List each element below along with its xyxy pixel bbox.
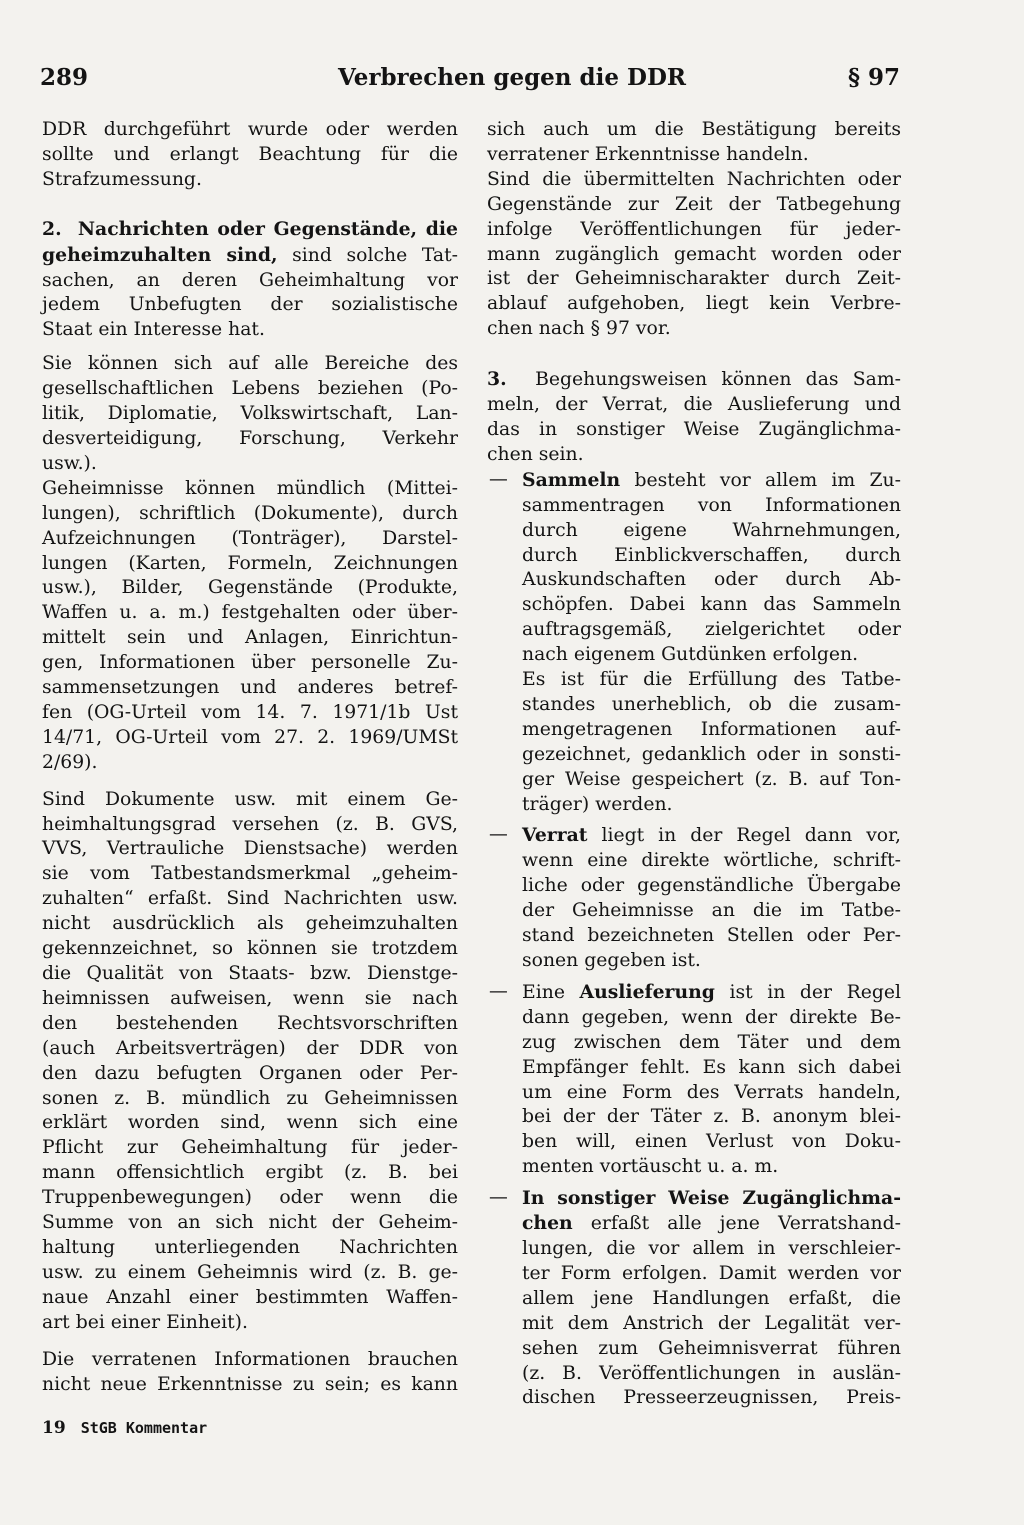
section-heading-cont: geheimzuhalten sind,	[42, 243, 278, 266]
text-fragment: liegt in der Regel dann vor,	[587, 825, 901, 847]
text-line: litik, Diplomatie, Volkswirtschaft, Lan-	[42, 403, 458, 425]
text-line: Truppenbewegungen) oder wenn die	[42, 1187, 458, 1209]
paragraph-secrets	[42, 477, 458, 776]
text-line: chen nach § 97 vor.	[487, 318, 671, 340]
paragraph-continuation	[42, 118, 458, 193]
text-line: lungen (Karten, Formeln, Zeichnungen	[42, 552, 458, 574]
dash-bullet: —	[489, 980, 508, 1002]
text-line: heimhaltungsgrad versehen (z. B. GVS,	[42, 813, 458, 835]
dash-bullet: —	[489, 824, 508, 846]
text-line: mittelt sein und Anlagen, Einrichtun-	[42, 627, 458, 649]
text-line: infolge Veröffentlichungen für jeder-	[487, 218, 901, 240]
text-line: standes unerheblich, ob die zusam-	[522, 693, 901, 715]
text-line: Gegenstände zur Zeit der Tatbegehung	[487, 193, 901, 215]
text-line: lungen, die vor allem in verschleier-	[522, 1237, 901, 1259]
text-line: durch eigene Wahrnehmungen,	[522, 519, 901, 541]
text-line: haltung unterliegenden Nachrichten	[42, 1236, 458, 1258]
page-number: 289	[40, 64, 89, 91]
section-heading-line	[42, 217, 458, 243]
text-line: Sind Dokumente usw. mit einem Ge-	[42, 788, 458, 810]
text-line: gen, Informationen über personelle Zu-	[42, 652, 458, 674]
text-line: Sie können sich auf alle Bereiche des	[42, 353, 458, 375]
section-heading: Nachrichten oder Gegenstände, die	[77, 217, 458, 240]
text-line	[522, 823, 901, 849]
text-fragment: besteht vor allem im Zu-	[620, 469, 901, 491]
text-line: (z. B. Veröffentlichungen in auslän-	[522, 1362, 901, 1384]
text-line: mengetragenen Informationen auf-	[522, 718, 901, 740]
text-line: gezeichnet, gedanklich oder in sonsti-	[522, 743, 901, 765]
paragraph-information	[42, 1348, 458, 1398]
text-line: um eine Form des Verrats handeln,	[522, 1081, 901, 1103]
text-line: den dazu befugten Organen oder Per-	[42, 1062, 458, 1084]
text-line: Summe von an sich nicht der Geheim-	[42, 1212, 458, 1234]
section-number: 2.	[42, 217, 62, 240]
paragraph-areas	[42, 352, 458, 477]
text-line: auftragsgemäß, zielgerichtet oder	[522, 619, 901, 641]
text-line: nicht neue Erkenntnisse zu sein; es kann	[42, 1373, 458, 1395]
text-fragment: ist in der Regel	[714, 981, 901, 1003]
text-fragment: Eine	[522, 981, 580, 1003]
text-line: zug zwischen dem Täter und dem	[522, 1031, 901, 1053]
section-symbol: § 97	[847, 64, 900, 91]
text-line: Pflicht zur Geheimhaltung für jeder-	[42, 1137, 458, 1159]
text-line: Sind die übermittelten Nachrichten oder	[487, 168, 901, 190]
text-line: Geheimnisse können mündlich (Mittei-	[42, 477, 458, 499]
text-line: jedem Unbefugten der sozialistische	[42, 294, 458, 316]
text-line: Die verratenen Informationen brauchen	[42, 1348, 458, 1370]
text-line: sonen z. B. mündlich zu Geheimnissen	[42, 1087, 458, 1109]
text-line: chen sein.	[487, 443, 584, 465]
text-line: wenn eine direkte wörtliche, schrift-	[522, 850, 901, 872]
text-line: gesellschaftlichen Lebens beziehen (Po-	[42, 378, 458, 400]
text-line: den bestehenden Rechtsvorschriften	[42, 1012, 458, 1034]
list-item-sonstige	[487, 1186, 901, 1411]
text-line: 2/69).	[42, 751, 98, 773]
running-head	[0, 64, 1024, 104]
signature-text: StGB Kommentar	[80, 1419, 208, 1437]
text-line: Aufzeichnungen (Tonträger), Darstel-	[42, 527, 458, 549]
text-line: sollte und erlangt Beachtung für die	[42, 143, 458, 165]
text-line: art bei einer Einheit).	[42, 1311, 248, 1333]
text-line: ablauf aufgehoben, liegt kein Verbre-	[487, 293, 901, 315]
text-line: gekennzeichnet, so können sie trotzdem	[42, 938, 458, 960]
paragraph-published	[487, 168, 901, 342]
printer-signature	[42, 1418, 207, 1438]
text-line: sachen, an deren Geheimhaltung vor	[42, 269, 458, 291]
text-line	[522, 980, 901, 1006]
text-line: usw. zu einem Geheimnis wird (z. B. ge-	[42, 1261, 458, 1283]
text-line: ben will, einen Verlust von Doku-	[522, 1131, 901, 1153]
text-line: lungen), schriftlich (Dokumente), durch	[42, 502, 458, 524]
text-fragment: Begehungsweisen können das Sam-	[520, 369, 901, 391]
text-line: mann offensichtlich ergibt (z. B. bei	[42, 1162, 458, 1184]
text-line: erklärt worden sind, wenn sich eine	[42, 1112, 458, 1134]
term: Auslieferung	[579, 980, 715, 1003]
text-line: Waffen u. a. m.) festgehalten oder über-	[42, 602, 458, 624]
dash-bullet: —	[489, 468, 508, 490]
text-line	[522, 1211, 901, 1237]
text-line: Es ist für die Erfüllung des Tatbe-	[522, 669, 901, 691]
text-line: usw.).	[42, 452, 97, 474]
term: Verrat	[522, 824, 588, 847]
text-line: zuhalten“ erfaßt. Sind Nachrichten usw.	[42, 888, 458, 910]
text-line: sammentragen von Informationen	[522, 494, 901, 516]
text-line: meln, der Verrat, die Auslieferung und	[487, 394, 901, 416]
text-fragment: erfaßt alle jene Verratshand-	[572, 1213, 901, 1235]
text-line: heimnissen aufweisen, wenn sie nach	[42, 987, 458, 1009]
text-line: (auch Arbeitsverträgen) der DDR von	[42, 1037, 458, 1059]
paragraph-confirmation	[487, 118, 901, 168]
text-line: sammensetzungen und anderes betref-	[42, 677, 458, 699]
text-line: DDR durchgeführt wurde oder werden	[42, 119, 458, 140]
text-line: sonen gegeben ist.	[522, 950, 701, 971]
text-line: dann gegeben, wenn der direkte Be-	[522, 1006, 901, 1028]
text-line: schöpfen. Dabei kann das Sammeln	[522, 594, 901, 616]
text-line: verratener Erkenntnisse handeln.	[487, 143, 809, 165]
section-number: 3.	[487, 368, 507, 391]
text-line: sie vom Tatbestandsmerkmal „geheim-	[42, 863, 458, 885]
text-line	[522, 468, 901, 494]
text-line: träger) werden.	[522, 793, 673, 815]
text-line: stand bezeichneten Stellen oder Per-	[522, 925, 901, 947]
text-line: Empfänger fehlt. Es kann sich dabei	[522, 1056, 901, 1078]
text-line: bei der der Täter z. B. anonym blei-	[522, 1106, 901, 1128]
right-column	[487, 118, 901, 1411]
term-cont: chen	[522, 1212, 573, 1235]
text-line: mann zugänglich gemacht worden oder	[487, 243, 901, 265]
left-column	[42, 118, 458, 1397]
chapter-title: Verbrechen gegen die DDR	[337, 64, 687, 91]
text-line: ist der Geheimnischarakter durch Zeit-	[487, 268, 901, 290]
text-line: naue Anzahl einer bestimmten Waffen-	[42, 1286, 458, 1308]
text-line: nicht ausdrücklich als geheimzuhalten	[42, 913, 458, 935]
term: In sonstiger Weise Zugänglichma-	[522, 1187, 901, 1210]
text-line: allem jene Handlungen erfaßt, die	[522, 1287, 901, 1309]
text-line: desverteidigung, Forschung, Verkehr	[42, 427, 458, 449]
text-line: das in sonstiger Weise Zugänglichma-	[487, 418, 901, 440]
text-line: VVS, Vertrauliche Dienstsache) werden	[42, 838, 458, 860]
text-line: liche oder gegenständliche Übergabe	[522, 875, 901, 897]
list-item-sammeln	[487, 468, 901, 818]
text-line: sich auch um die Bestätigung bereits	[487, 119, 901, 140]
text-line: 14/71, OG-Urteil vom 27. 2. 1969/UMSt	[42, 726, 458, 748]
text-line: sehen zum Geheimnisverrat führen	[522, 1337, 901, 1359]
text-fragment: sind solche Tat-	[277, 244, 459, 266]
text-line: ter Form erfolgen. Damit werden vor	[522, 1262, 901, 1284]
section-2	[42, 217, 458, 344]
text-line: Staat ein Interesse hat.	[42, 319, 265, 341]
text-line: menten vortäuscht u. a. m.	[522, 1156, 779, 1178]
dash-bullet: —	[489, 1187, 508, 1209]
text-line: durch Einblickverschaffen, durch	[522, 544, 901, 566]
section-3	[487, 367, 901, 468]
term: Sammeln	[522, 468, 621, 491]
text-line: Auskundschaften oder durch Ab-	[522, 569, 901, 591]
text-line: der Geheimnisse an die im Tatbe-	[522, 900, 901, 922]
text-line: nach eigenem Gutdünken erfolgen.	[522, 644, 859, 666]
text-line	[42, 243, 458, 269]
list-item-auslieferung	[487, 980, 901, 1180]
text-line: fen (OG-Urteil vom 14. 7. 1971/1b Ust	[42, 701, 458, 723]
text-line: ger Weise gespeichert (z. B. auf Ton-	[522, 768, 901, 790]
list-item-verrat	[487, 823, 901, 973]
text-line: Strafzumessung.	[42, 168, 202, 190]
signature-number: 19	[42, 1418, 66, 1438]
paragraph-documents	[42, 788, 458, 1336]
text-line: mit dem Anstrich der Legalität ver-	[522, 1312, 901, 1334]
text-line	[487, 367, 901, 393]
text-line: dischen Presseerzeugnissen, Preis-	[522, 1387, 901, 1409]
text-line: die Qualität von Staats- bzw. Dienstge-	[42, 963, 458, 984]
text-line: usw.), Bilder, Gegenstände (Produkte,	[42, 577, 458, 599]
